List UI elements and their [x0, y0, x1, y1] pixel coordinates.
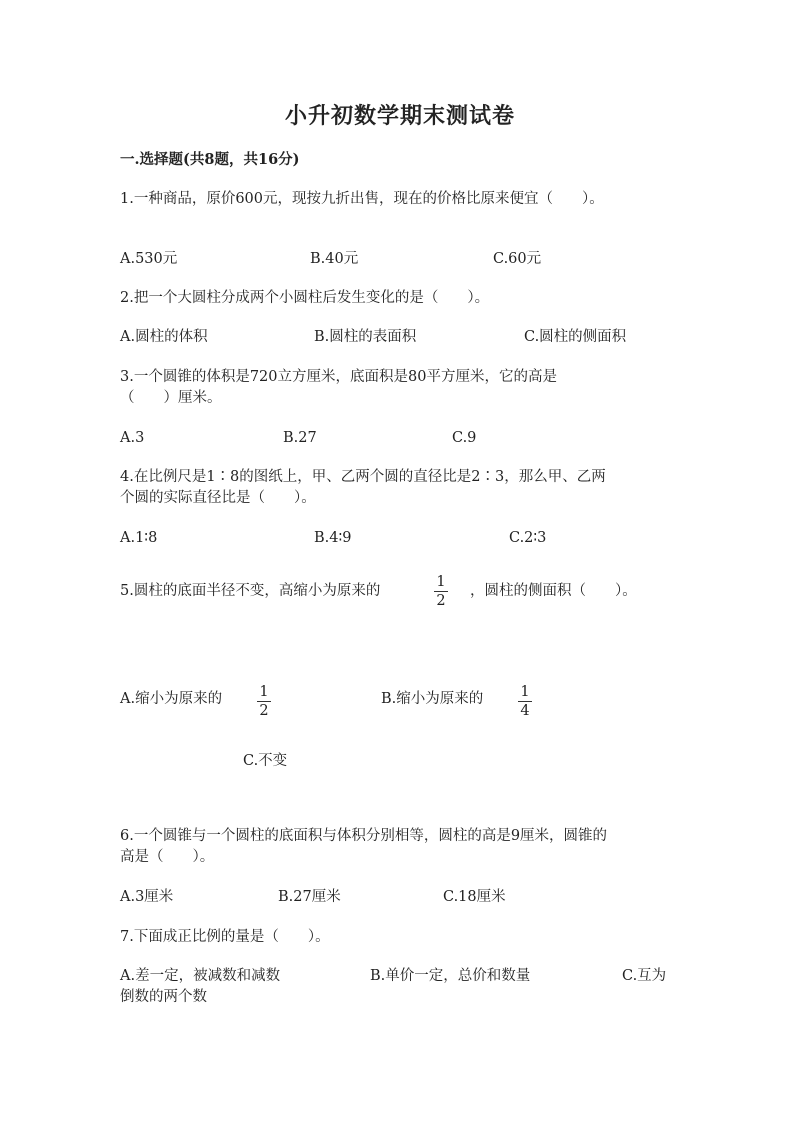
fraction-denominator: 4: [520, 703, 530, 719]
question-2-option-c: C.圆柱的侧面积: [524, 329, 627, 345]
question-5-fraction: [433, 574, 449, 609]
question-7-option-c: C.互为: [622, 968, 667, 984]
fraction-numerator: 1: [520, 684, 530, 700]
question-3-text-line2: （ ）厘米。: [120, 390, 222, 406]
question-7-text: 7.下面成正比例的量是（ ）。: [120, 929, 330, 945]
question-6-text-line1: 6.一个圆锥与一个圆柱的底面积与体积分别相等，圆柱的高是9厘米，圆锥的: [120, 828, 608, 844]
question-4-text-line2: 个圆的实际直径比是（ ）。: [120, 490, 316, 506]
fraction-numerator: 1: [436, 574, 446, 590]
question-5-option-b-label: B.缩小为原来的: [381, 691, 484, 707]
question-5-text-before: 5.圆柱的底面半径不变，高缩小为原来的: [120, 583, 381, 599]
question-4-option-c: C.2∶3: [509, 530, 547, 546]
question-3-text-line1: 3.一个圆锥的体积是720立方厘米，底面积是80平方厘米，它的高是: [120, 369, 557, 385]
question-1-option-a: A.530元: [120, 251, 178, 267]
question-7-option-c-continued: 倒数的两个数: [120, 989, 207, 1005]
question-5-text-after: ，圆柱的侧面积（ ）。: [470, 583, 637, 599]
section-heading: 一.选择题(共8题，共16分): [120, 151, 300, 168]
question-5-option-a-fraction: [256, 684, 272, 719]
question-2-option-a: A.圆柱的体积: [120, 329, 208, 345]
question-3-option-c: C.9: [452, 430, 477, 446]
question-6-option-a: A.3厘米: [120, 889, 174, 905]
question-5-option-c: C.不变: [243, 753, 288, 769]
question-5-option-a-label: A.缩小为原来的: [120, 691, 223, 707]
fraction-bar: [518, 701, 532, 702]
fraction-bar: [434, 591, 448, 592]
page-title: 小升初数学期末测试卷: [284, 103, 515, 129]
fraction-denominator: 2: [436, 593, 446, 609]
fraction-bar: [257, 701, 271, 702]
question-2-option-b: B.圆柱的表面积: [314, 329, 417, 345]
question-1-option-b: B.40元: [310, 251, 359, 267]
question-1-option-c: C.60元: [493, 251, 542, 267]
fraction-numerator: 1: [259, 684, 269, 700]
question-4-text-line1: 4.在比例尺是1∶8的图纸上，甲、乙两个圆的直径比是2∶3，那么甲、乙两: [120, 469, 606, 485]
question-3-option-b: B.27: [283, 430, 317, 446]
question-5-option-b-fraction: [517, 684, 533, 719]
fraction-denominator: 2: [259, 703, 269, 719]
question-6-option-b: B.27厘米: [278, 889, 341, 905]
question-3-option-a: A.3: [120, 430, 145, 446]
question-1-text: 1.一种商品，原价600元，现按九折出售，现在的价格比原来便宜（ ）。: [120, 191, 604, 207]
question-4-option-a: A.1∶8: [120, 530, 158, 546]
question-7-option-a: A.差一定，被减数和减数: [120, 968, 281, 984]
question-2-text: 2.把一个大圆柱分成两个小圆柱后发生变化的是（ ）。: [120, 290, 490, 306]
question-6-option-c: C.18厘米: [443, 889, 506, 905]
question-6-text-line2: 高是（ ）。: [120, 849, 215, 865]
question-7-option-b: B.单价一定，总价和数量: [370, 968, 531, 984]
question-4-option-b: B.4∶9: [314, 530, 352, 546]
